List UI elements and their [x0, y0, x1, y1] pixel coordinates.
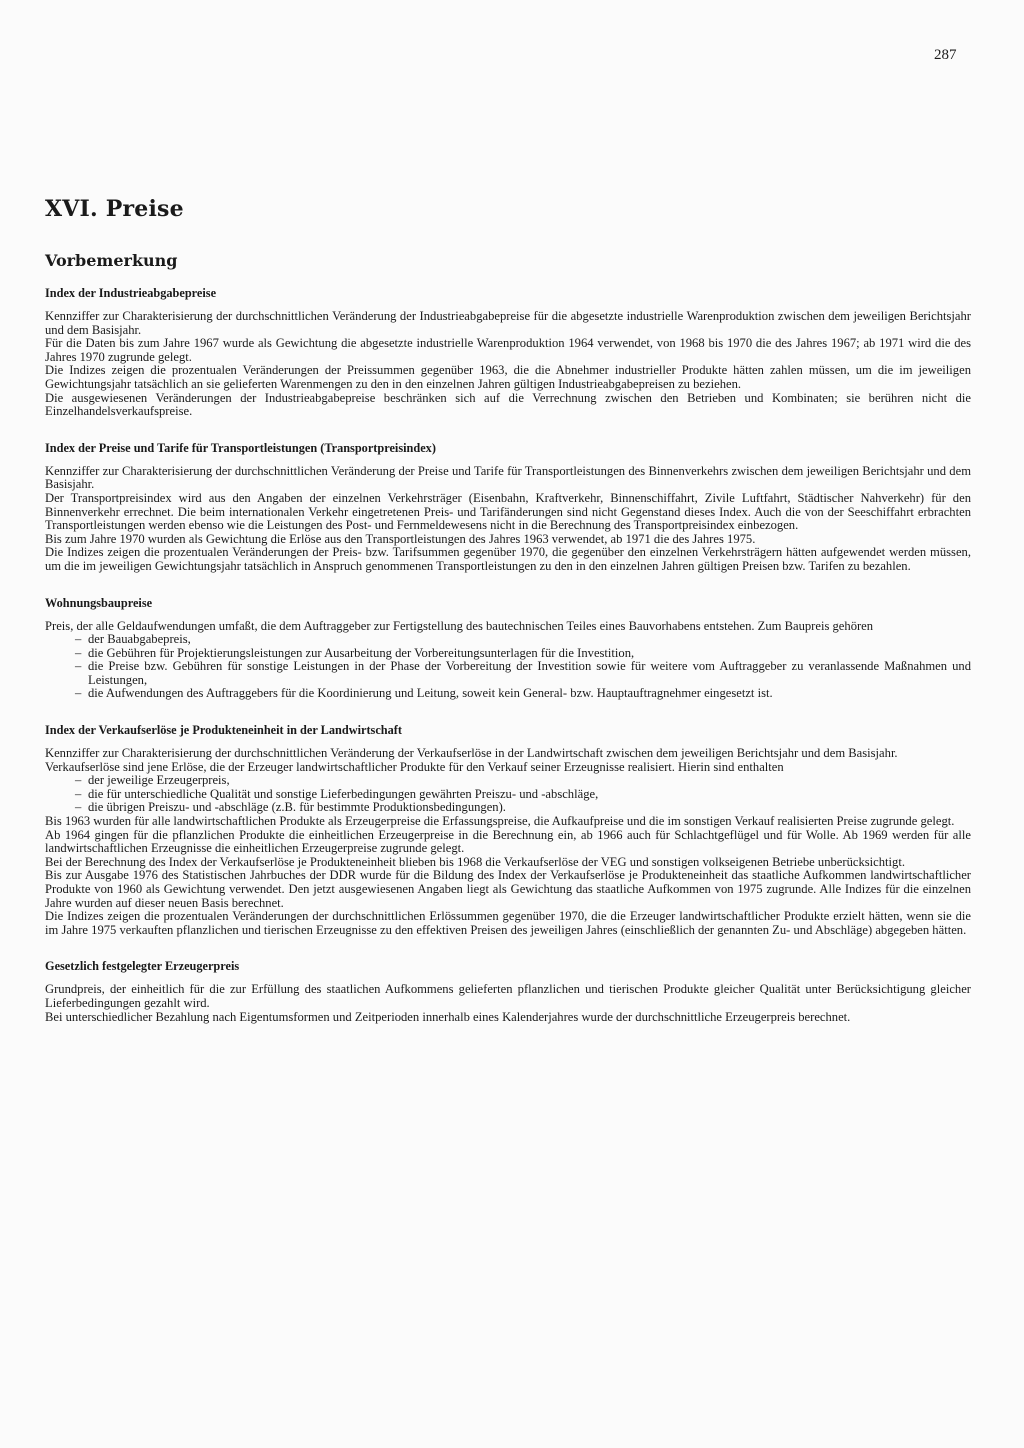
page-content: [45, 196, 971, 1046]
list-item: – der Bauabgabepreis,: [75, 633, 971, 647]
paragraph: Bei unterschiedlicher Bezahlung nach Eigentumsformen und Zeitperioden innerhalb eines Kalenderjahres wurde der durchschnittliche Erzeugerpreis berechnet.: [45, 1009, 851, 1024]
paragraph: Grundpreis, der einheitlich für die zur Erfüllung des staatlichen Aufkommens gelieferten pflanzlichen und tierischen Produkte gleicher Qualität unter Berücksichtigung gleicher Lieferbedingungen gezahlt wird.: [45, 982, 971, 1010]
list-item: – die übrigen Preiszu- und -abschläge (z.B. für bestimmte Produktionsbedingungen).: [75, 801, 971, 815]
section-erzeugerpreis: [45, 959, 971, 1024]
section-wohnungsbaupreise: [45, 596, 971, 702]
paragraph: Der Transportpreisindex wird aus den Angaben der einzelnen Verkehrsträger (Eisenbahn, Kraftverkehr, Binnenschiffahrt, Zivile Luftfahrt, Städtischer Nahverkehr) für den Binnenverkehr errechnet. Die beim internationalen Verkehr eingetretenen Preis- und Tarifänderungen sind nicht Gegenstand dieses Index. Auch die von der Seeschiffahrt erbrachten Transportleistungen werden ebenso wie die Leistungen des Post- und Fernmeldewesens nicht in die Berechnung des Transportpreisindex einbezogen.: [45, 490, 971, 533]
list-item: – die Preise bzw. Gebühren für sonstige Leistungen in der Phase der Vorbereitung der Investition sowie für weitere vom Auftraggeber zu veranlassende Maßnahmen und Leistungen,: [75, 660, 971, 687]
dash-list: [45, 774, 971, 815]
paragraph: Die Indizes zeigen die prozentualen Veränderungen der durchschnittlichen Erlössummen gegenüber 1970, die die Erzeuger landwirtschaftlicher Produkte erzielt hätten, wenn sie die im Jahre 1975 verkauften pflanzlichen und tierischen Erzeugnisse zu den effektiven Preisen des jeweiligen Jahres (einschließlich der genannten Zu- und Abschläge) abgegeben hätten.: [45, 909, 971, 937]
section-verkaufserloese: [45, 723, 971, 937]
page-number: 287: [934, 47, 957, 63]
section-industrieabgabepreise: [45, 286, 971, 419]
section-heading: Index der Preise und Tarife für Transportleistungen (Transportpreisindex): [45, 440, 436, 455]
paragraph: Die ausgewiesenen Veränderungen der Industrieabgabepreise beschränken sich auf die Verrechnung zwischen den Betrieben und Kombinaten; sie berühren nicht die Einzelhandelsverkaufspreise.: [45, 390, 971, 419]
section-heading: Index der Industrieabgabepreise: [45, 286, 217, 300]
dash-list: [45, 633, 971, 701]
list-item: – die für unterschiedliche Qualität und sonstige Lieferbedingungen gewährten Preiszu- und -abschläge,: [75, 788, 971, 802]
paragraph: Für die Daten bis zum Jahre 1967 wurde als Gewichtung die abgesetzte industrielle Warenproduktion 1964 verwendet, von 1968 bis 1970 die des Jahres 1967; ab 1971 wird die des Jahres 1970 zugrunde gelegt.: [45, 336, 971, 364]
list-item: – die Gebühren für Projektierungsleistungen zur Ausarbeitung der Vorbereitungsunterlagen für die Investition,: [75, 647, 971, 661]
paragraph: Bis zum Jahre 1970 wurden als Gewichtung die Erlöse aus den Transportleistungen des Jahres 1963 verwendet, ab 1971 die des Jahres 1975.: [45, 531, 756, 546]
paragraph: Die Indizes zeigen die prozentualen Veränderungen der Preis- bzw. Tarifsummen gegenüber 1970, die gegenüber den einzelnen Verkehrsträgern hätten aufgewendet werden müssen, um die im jeweiligen Gewichtungsjahr tatsächlich in Anspruch genommenen Transportleistungen zu den in den einzelnen Jahren gültigen Preisen bzw. Tarifen zu bezahlen.: [45, 545, 971, 573]
paragraph: Die Indizes zeigen die prozentualen Veränderungen der Preissummen gegenüber 1963, die die Abnehmer industrieller Produkte hätten zahlen müssen, um die im jeweiligen Gewichtungsjahr tatsächlich an sie gelieferten Warenmengen zu den in den einzelnen Jahren gültigen Industrieabgabepreisen zu beziehen.: [45, 363, 971, 391]
list-item: – der jeweilige Erzeugerpreis,: [75, 774, 971, 788]
paragraph: Kennziffer zur Charakterisierung der durchschnittlichen Veränderung der Verkaufserlöse in der Landwirtschaft zwischen dem jeweiligen Berichtsjahr und dem Basisjahr.: [45, 746, 898, 761]
chapter-title: XVI. Preise: [45, 196, 184, 222]
paragraph: Bis 1963 wurden für alle landwirtschaftlichen Produkte als Erzeugerpreise die Erfassungspreise, die Aufkaufpreise und die im sonstigen Verkauf realisierten Preise zugrunde gelegt.: [45, 814, 955, 829]
paragraph: Preis, der alle Geldaufwendungen umfaßt, die dem Auftraggeber zur Fertigstellung des bautechnischen Teiles eines Bauvorhabens entstehen. Zum Baupreis gehören: [45, 618, 874, 633]
section-transportpreisindex: [45, 441, 971, 574]
paragraph: Bei der Berechnung des Index der Verkaufserlöse je Produkteneinheit blieben bis 1968 die Verkaufserlöse der VEG und sonstigen volkseigenen Betriebe unberücksichtigt.: [45, 854, 905, 869]
paragraph: Kennziffer zur Charakterisierung der durchschnittlichen Veränderung der Preise und Tarife für Transportleistungen des Binnenverkehrs zwischen dem jeweiligen Berichtsjahr und dem Basisjahr.: [45, 463, 971, 492]
section-heading: Index der Verkaufserlöse je Produkteneinheit in der Landwirtschaft: [45, 723, 402, 738]
list-item: – die Aufwendungen des Auftraggebers für die Koordinierung und Leitung, soweit kein General- bzw. Hauptauftragnehmer eingesetzt ist.: [75, 687, 971, 701]
paragraph: Bis zur Ausgabe 1976 des Statistischen Jahrbuches der DDR wurde für die Bildung des Index der Verkaufserlöse je Produkteneinheit das staatliche Aufkommen landwirtschaftlicher Produkte von 1960 als Gewichtung verwendet. Den jetzt ausgewiesenen Angaben liegt als Gewichtung das staatliche Aufkommen von 1975 zugrunde. Alle Indizes für die einzelnen Jahre wurden auf dieser neuen Basis berechnet.: [45, 868, 971, 910]
section-heading: Wohnungsbaupreise: [45, 595, 153, 610]
section-heading: Gesetzlich festgelegter Erzeugerpreis: [45, 959, 240, 974]
paragraph: Verkaufserlöse sind jene Erlöse, die der Erzeuger landwirtschaftlicher Produkte für den Verkauf seiner Erzeugnisse realisiert. Hierin sind enthalten: [45, 759, 784, 774]
paragraph: Kennziffer zur Charakterisierung der durchschnittlichen Veränderung der Industrieabgabepreise für die abgesetzte industrielle Warenproduktion zwischen dem jeweiligen Berichtsjahr und dem Basisjahr.: [45, 309, 971, 337]
section-subtitle: Vorbemerkung: [45, 251, 178, 270]
paragraph: Ab 1964 gingen für die pflanzlichen Produkte die einheitlichen Erzeugerpreise in die Berechnung ein, ab 1966 auch für Schlachtgeflügel und für Wolle. Ab 1969 werden für alle landwirtschaftlichen Erzeugnisse die einheitlichen Erzeugerpreise zugrunde gelegt.: [45, 827, 971, 856]
